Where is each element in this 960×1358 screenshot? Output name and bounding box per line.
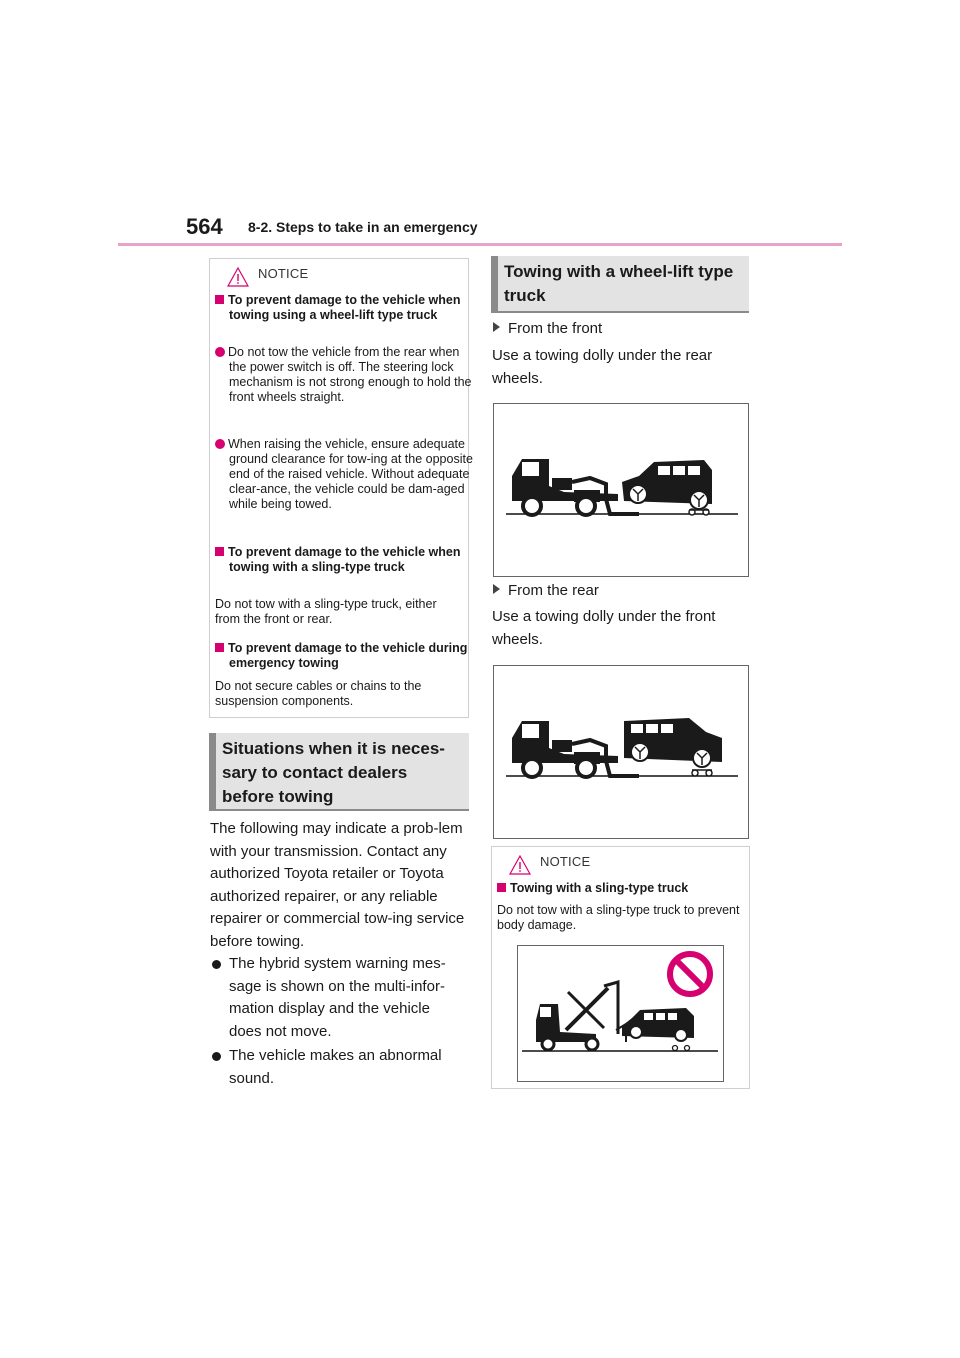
warning-triangle-icon (509, 855, 531, 875)
notice-title: NOTICE (258, 266, 309, 281)
triangle-arrow-icon (493, 584, 500, 594)
filled-circle-icon (212, 960, 221, 969)
notice-heading: To prevent damage to the vehicle when towing using a wheel-lift type truck (215, 293, 474, 323)
situations-bullet: The hybrid system warning mes-sage is shown on the multi-infor-mation display and the vehicle does not move. (212, 953, 466, 1043)
notice-paragraph: Do not tow with a sling-type truck, either from the front or rear. (215, 597, 437, 626)
situations-bullet: The vehicle makes an abnormal sound. (212, 1045, 466, 1090)
header-rule (118, 243, 842, 246)
section-title: 8-2. Steps to take in an emergency (248, 219, 478, 235)
notice-paragraph: Do not secure cables or chains to the suspension components. (215, 679, 422, 708)
from-front-text: Use a towing dolly under the rear wheels. (492, 347, 713, 387)
notice-heading: To prevent damage to the vehicle during emergency towing (215, 641, 474, 671)
dot-bullet-icon (215, 439, 225, 449)
figure-tow-from-rear (493, 665, 749, 839)
tow-from-rear-illustration (494, 666, 748, 838)
tow-from-front-illustration (494, 404, 748, 576)
triangle-arrow-icon (493, 322, 500, 332)
figure-sling-prohibited (517, 945, 724, 1082)
notice-paragraph: Do not tow with a sling-type truck to prevent body damage. (497, 903, 740, 932)
from-rear-label: From the rear (493, 580, 599, 603)
warning-triangle-icon (227, 267, 249, 287)
notice-title: NOTICE (540, 854, 591, 869)
page-number: 564 (186, 214, 223, 239)
dot-bullet-icon (215, 347, 225, 357)
situations-heading: Situations when it is neces-sary to contact dealers before towing (209, 733, 469, 811)
notice-bullet: Do not tow the vehicle from the rear when the power switch is off. The steering lock mechanism is not strong enough to hold the front wheels straight. (215, 345, 474, 405)
from-front-label: From the front (493, 318, 602, 341)
notice-bullet: When raising the vehicle, ensure adequate ground clearance for tow-ing at the opposite end of the raised vehicle. Without adequate clear-ance, the vehicle could be dam-aged while being towed. (215, 437, 474, 512)
square-bullet-icon (215, 547, 224, 556)
figure-tow-from-front (493, 403, 749, 577)
notice-heading: To prevent damage to the vehicle when towing with a sling-type truck (215, 545, 474, 575)
notice-box-1 (209, 258, 473, 718)
square-bullet-icon (215, 643, 224, 652)
filled-circle-icon (212, 1052, 221, 1061)
sling-tow-illustration (518, 946, 723, 1081)
wheel-lift-heading: Towing with a wheel-lift type truck (491, 256, 749, 313)
square-bullet-icon (497, 883, 506, 892)
notice-heading: Towing with a sling-type truck (497, 881, 742, 896)
notice-box-2 (491, 846, 750, 1089)
from-rear-text: Use a towing dolly under the front wheels. (492, 608, 716, 648)
square-bullet-icon (215, 295, 224, 304)
situations-intro: The following may indicate a prob-lem with your transmission. Contact any authorized Toyota retailer or Toyota authorized repairer, or any reliable repairer or commercial tow-ing service before towing. (210, 820, 465, 950)
